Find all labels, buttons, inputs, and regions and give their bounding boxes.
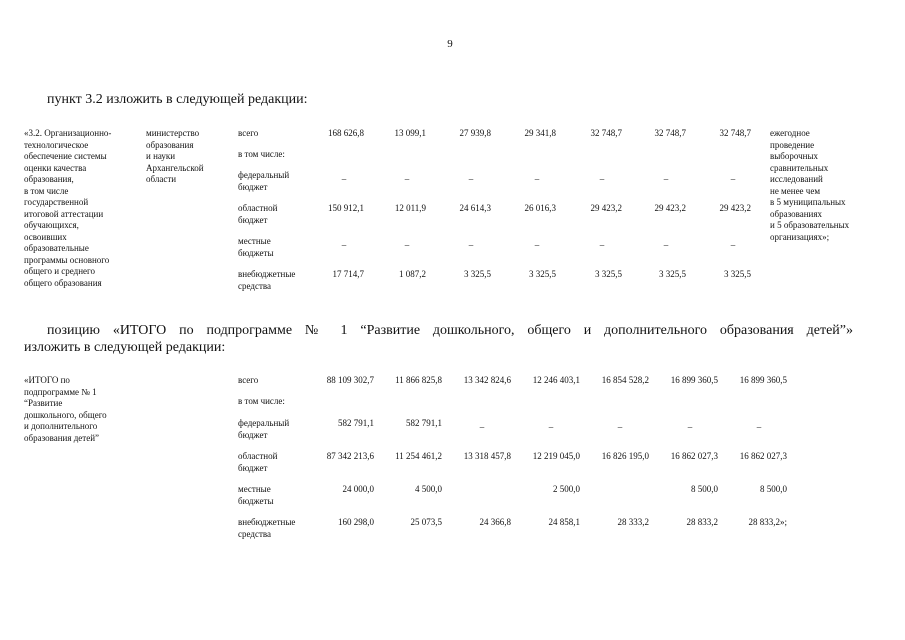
item-line: в том числе [24, 185, 69, 196]
result-line: и 5 образовательных [770, 220, 850, 230]
item-line: образовательные [24, 243, 89, 253]
executor-line: и науки [146, 151, 176, 161]
cell-value: 29 341,8 [524, 128, 556, 138]
cell-value: 28 333,2 [617, 517, 649, 527]
result-line: образованиях [770, 208, 822, 219]
row-label [238, 517, 295, 540]
cell-value: 1 087,2 [399, 269, 426, 279]
cell-value: – [479, 422, 485, 432]
row-label-line: средства [238, 528, 272, 539]
cell-value: – [756, 422, 762, 432]
cell-value: – [730, 240, 736, 250]
cell-value: 3 325,5 [724, 269, 751, 279]
cell-value: 24 858,1 [548, 517, 580, 527]
cell-value: – [599, 174, 605, 184]
row-label-line: местные [238, 484, 271, 494]
cell-value: 160 298,0 [338, 517, 374, 527]
cell-value: – [341, 174, 347, 184]
item-line: итоговой аттестации [24, 208, 104, 219]
cell-value: 28 833,2»; [748, 517, 787, 527]
executor-line: министерство [146, 128, 200, 138]
cell-value: 16 854 528,2 [601, 375, 649, 385]
cell-value: 27 939,8 [459, 128, 491, 138]
cell-value: 16 899 360,5 [670, 375, 718, 385]
cell-value: – [617, 422, 623, 432]
cell-value: – [548, 422, 554, 432]
item-line: обучающихся, [24, 220, 79, 230]
cell-value: – [468, 240, 474, 250]
row-label [238, 203, 277, 226]
row-label-line: бюджеты [238, 247, 274, 258]
cell-value: 29 423,2 [654, 203, 686, 213]
section1-heading: пункт 3.2 изложить в следующей редакции: [47, 92, 308, 107]
result-line: не менее чем [770, 185, 821, 196]
item-line: «ИТОГО по [24, 375, 70, 385]
cell-value: – [341, 240, 347, 250]
row-label [238, 236, 274, 259]
s1-item-name [24, 128, 111, 289]
cell-value: 26 016,3 [524, 203, 556, 213]
cell-value: – [534, 174, 540, 184]
row-label-line: средства [238, 280, 272, 291]
cell-value: – [468, 174, 474, 184]
row-label-line: областной [238, 203, 278, 213]
item-line: “Развитие [24, 398, 63, 408]
row-label-line: областной [238, 451, 278, 461]
cell-value: 17 714,7 [332, 269, 364, 279]
result-line: выборочных [770, 151, 819, 161]
item-line: программы основного [24, 254, 110, 265]
item-line: образования, [24, 174, 74, 184]
cell-value: – [687, 422, 693, 432]
cell-value: 3 325,5 [595, 269, 622, 279]
cell-value: 29 423,2 [590, 203, 622, 213]
row-label-line: местные [238, 236, 271, 246]
cell-value: 24 366,8 [479, 517, 511, 527]
row-label [238, 418, 289, 441]
item-line: образования детей” [24, 432, 100, 443]
row-label-line: бюджет [238, 181, 268, 192]
item-line: освоивших [24, 231, 67, 242]
executor-line: образования [146, 139, 194, 150]
cell-value: – [599, 240, 605, 250]
item-line: «3.2. Организационно- [24, 128, 112, 138]
cell-value: 24 000,0 [342, 484, 374, 494]
cell-value: 25 073,5 [410, 517, 442, 527]
row-label-line: федеральный [238, 418, 290, 428]
cell-value: 16 862 027,3 [670, 451, 718, 461]
item-line: технологическое [24, 139, 89, 150]
cell-value: 168 626,8 [328, 128, 364, 138]
cell-value: 16 899 360,5 [739, 375, 787, 385]
cell-value: 16 826 195,0 [601, 451, 649, 461]
result-line: ежегодное [770, 128, 810, 138]
cell-value: 3 325,5 [529, 269, 556, 279]
row-label-line: в том числе: [238, 396, 285, 406]
cell-value: 8 500,0 [760, 484, 787, 494]
result-line: в 5 муниципальных [770, 197, 846, 207]
cell-value: – [663, 174, 669, 184]
cell-value: 582 791,1 [406, 418, 442, 428]
cell-value: – [730, 174, 736, 184]
row-label [238, 375, 258, 387]
item-line: подпрограмме № 1 [24, 386, 97, 397]
row-label-line: бюджет [238, 429, 268, 440]
s1-expected-result [770, 128, 849, 243]
cell-value: 2 500,0 [553, 484, 580, 494]
item-line: дошкольного, общего [24, 409, 107, 420]
cell-value: – [404, 174, 410, 184]
row-label-line: федеральный [238, 170, 290, 180]
item-line: государственной [24, 197, 89, 207]
cell-value: 12 219 045,0 [532, 451, 580, 461]
row-label-line: всего [238, 128, 259, 138]
cell-value: 150 912,1 [328, 203, 364, 213]
page-number: 9 [447, 38, 453, 50]
cell-value: 32 748,7 [654, 128, 686, 138]
s1-executor [146, 128, 204, 186]
result-line: организациях»; [770, 231, 830, 242]
cell-value: 8 500,0 [691, 484, 718, 494]
cell-value: 11 866 825,8 [395, 375, 442, 385]
cell-value: 582 791,1 [338, 418, 374, 428]
row-label-line: бюджет [238, 462, 268, 473]
row-label [238, 170, 289, 193]
result-line: проведение [770, 139, 815, 150]
cell-value: 13 342 824,6 [463, 375, 511, 385]
section2-intro-line1: позицию «ИТОГО по подпрограмме № 1 “Развитие дошкольного, общего и дополнительного образования детей”» [47, 323, 853, 338]
cell-value: 28 833,2 [686, 517, 718, 527]
cell-value: – [404, 240, 410, 250]
row-label-line: бюджет [238, 214, 268, 225]
row-label-line: внебюджетные [238, 269, 296, 279]
cell-value: 29 423,2 [719, 203, 751, 213]
cell-value: 3 325,5 [464, 269, 491, 279]
cell-value: 87 342 213,6 [326, 451, 374, 461]
cell-value: 24 614,3 [459, 203, 491, 213]
cell-value: 88 109 302,7 [326, 375, 374, 385]
executor-line: Архангельской [146, 162, 204, 173]
item-line: и дополнительного [24, 421, 98, 431]
item-line: общего образования [24, 277, 102, 288]
section2-intro-line2: изложить в следующей редакции: [24, 340, 226, 355]
row-label-line: в том числе: [238, 149, 285, 159]
cell-value: 32 748,7 [719, 128, 751, 138]
cell-value: 13 099,1 [394, 128, 426, 138]
cell-value: 12 011,9 [394, 203, 426, 213]
s2-item-name [24, 375, 107, 444]
executor-line: области [146, 174, 177, 184]
item-line: обеспечение системы [24, 151, 107, 161]
cell-value: 4 500,0 [415, 484, 442, 494]
item-line: общего и среднего [24, 266, 96, 276]
cell-value: 12 246 403,1 [532, 375, 580, 385]
row-label [238, 484, 274, 507]
cell-value: 32 748,7 [590, 128, 622, 138]
row-label [238, 149, 285, 161]
row-label-line: бюджеты [238, 495, 274, 506]
cell-value: – [663, 240, 669, 250]
cell-value: 16 862 027,3 [739, 451, 787, 461]
row-label [238, 451, 277, 474]
row-label-line: всего [238, 375, 259, 385]
row-label-line: внебюджетные [238, 517, 296, 527]
cell-value: 11 254 461,2 [395, 451, 442, 461]
result-line: сравнительных [770, 162, 829, 173]
item-line: оценки качества [24, 162, 87, 173]
result-line: исследований [770, 174, 823, 184]
row-label [238, 396, 285, 408]
cell-value: – [534, 240, 540, 250]
cell-value: 3 325,5 [659, 269, 686, 279]
cell-value: 13 318 457,8 [463, 451, 511, 461]
row-label [238, 128, 258, 140]
